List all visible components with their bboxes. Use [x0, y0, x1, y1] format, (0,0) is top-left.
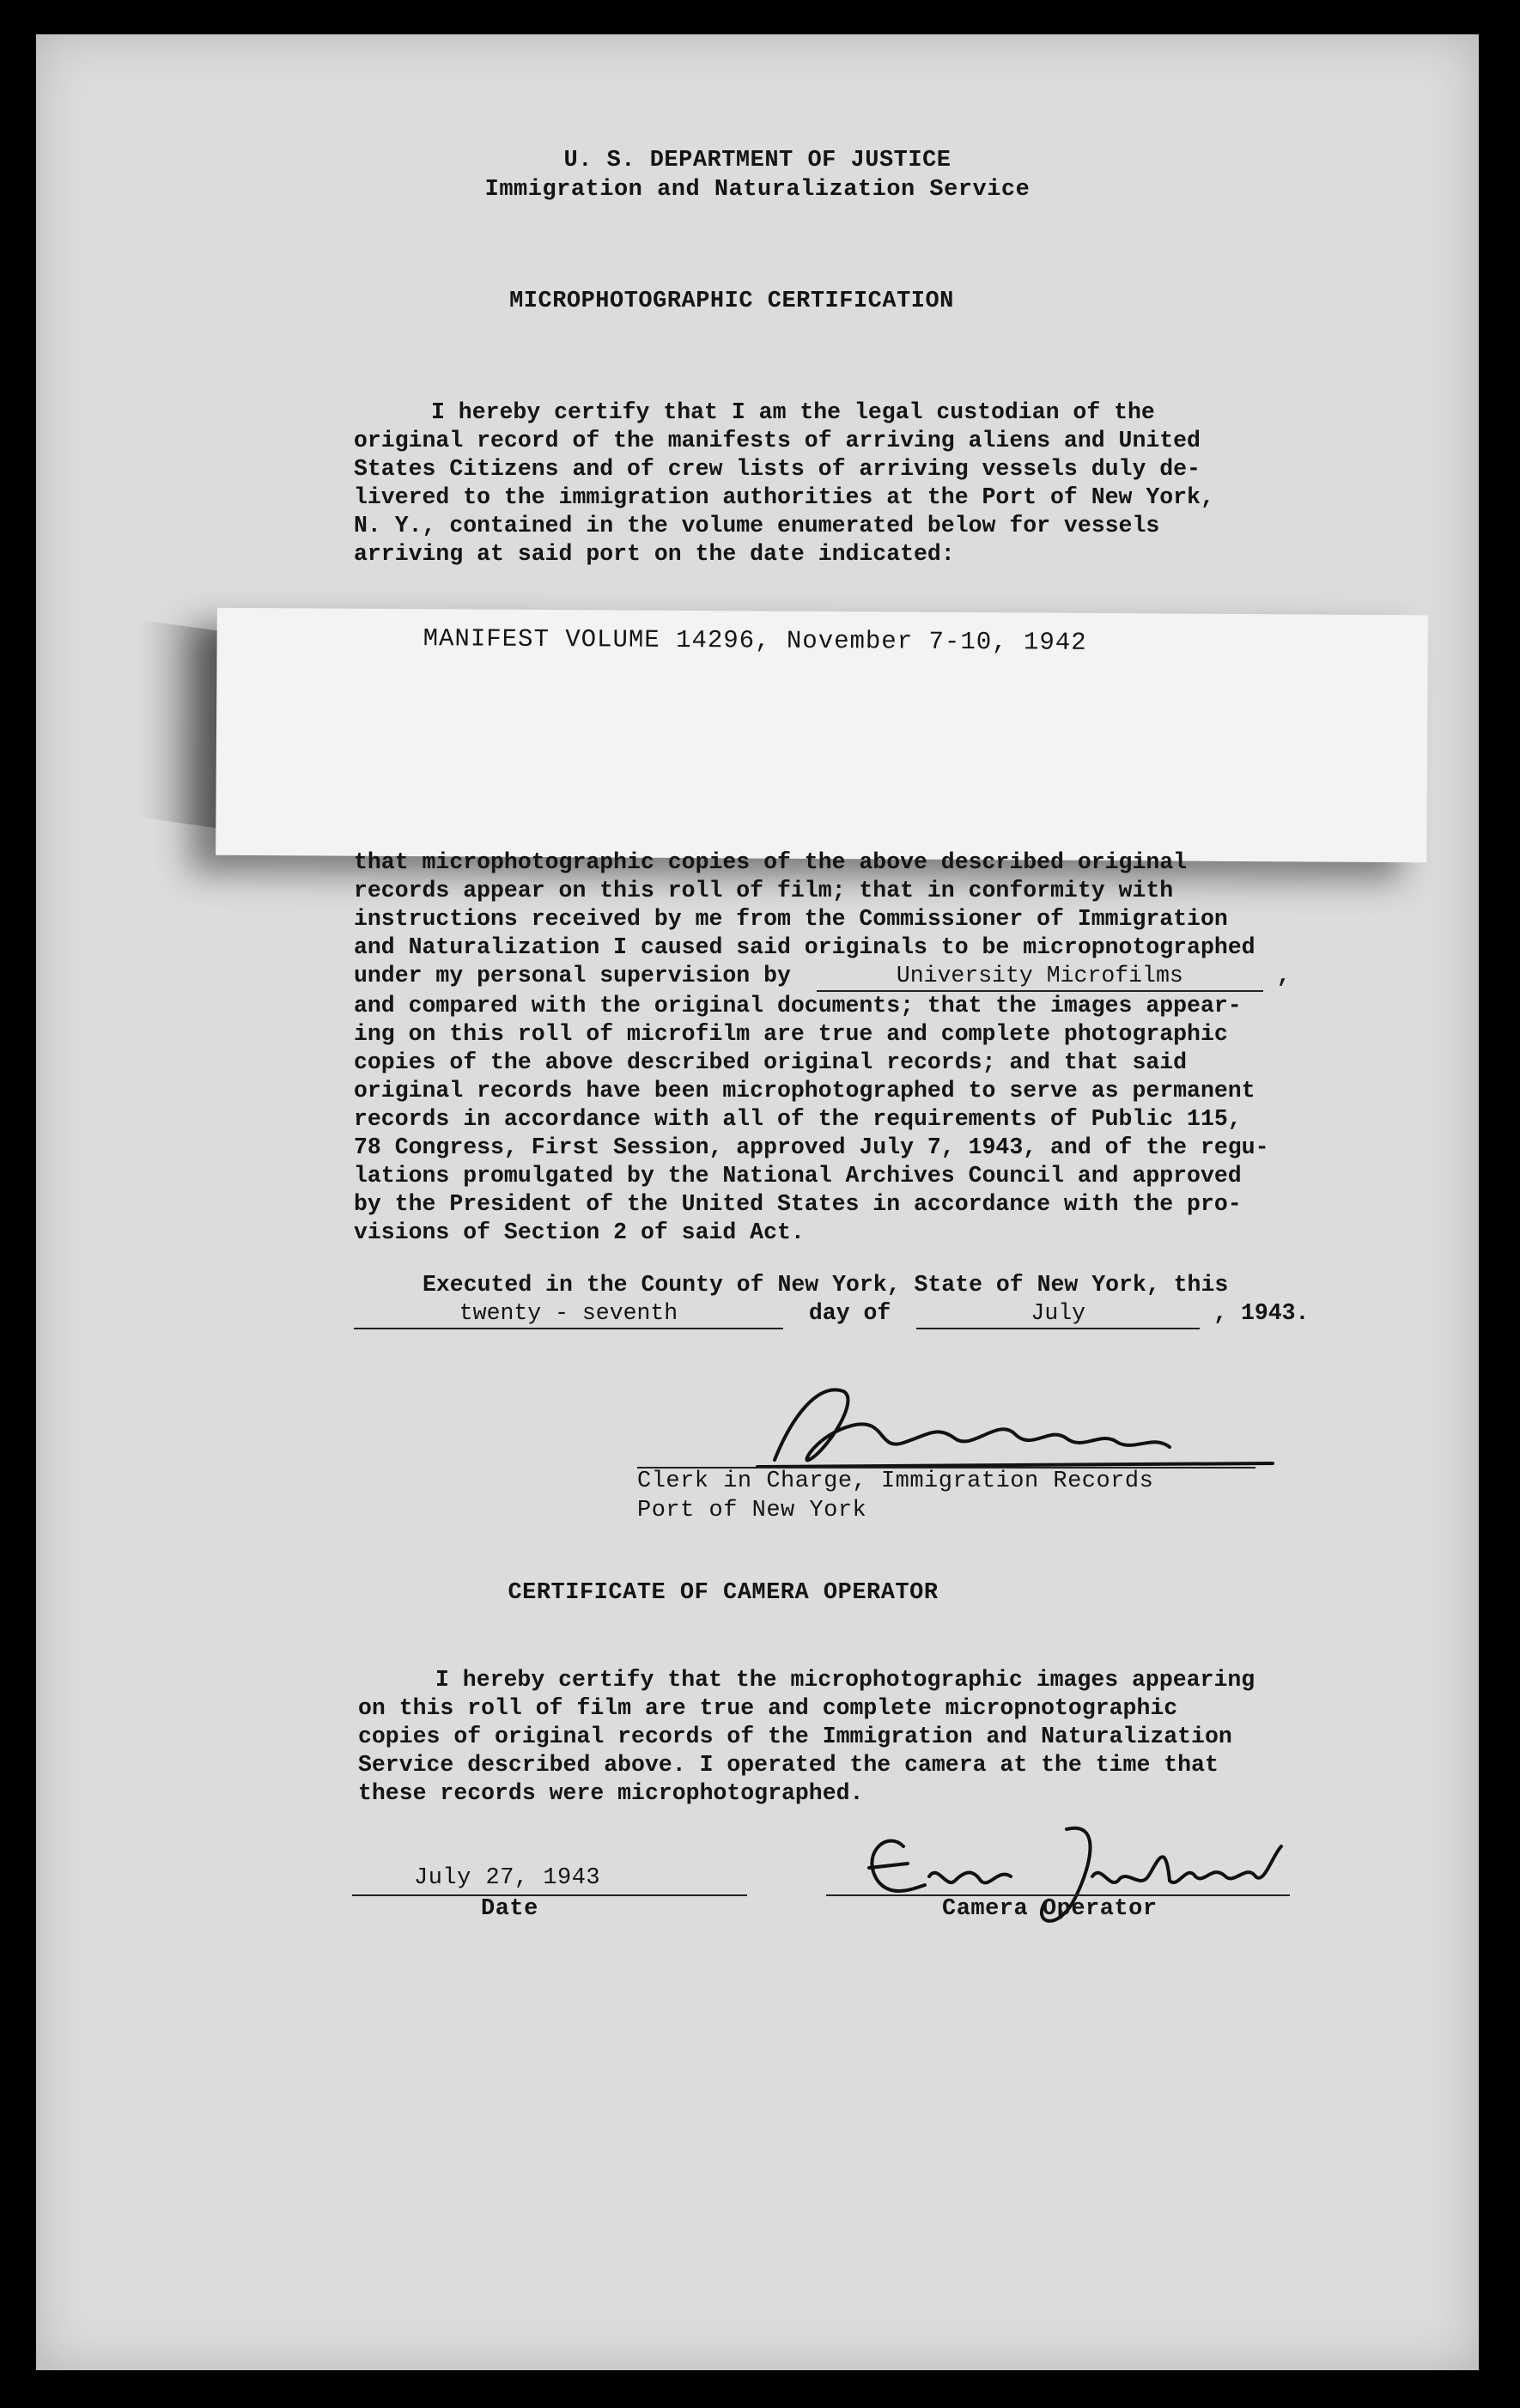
body-line: instructions received by me from the Commissioner of Immigration	[354, 906, 1228, 932]
execution-day: twenty - seventh	[354, 1299, 783, 1329]
body-line: and compared with the original documents; that the images appear-	[354, 993, 1242, 1019]
operator-label: Camera Operator	[942, 1896, 1158, 1922]
camera-line: on this roll of film are true and complete micropnotographic	[358, 1695, 1178, 1721]
intro-paragraph	[354, 398, 1298, 569]
intro-line: N. Y., contained in the volume enumerated below for vessels	[354, 513, 1160, 538]
executed-paragraph	[354, 1271, 1310, 1329]
intro-line: original record of the manifests of arriving aliens and United	[354, 428, 1201, 453]
date-label: Date	[481, 1896, 538, 1922]
execution-year: , 1943.	[1213, 1300, 1310, 1326]
camera-paragraph	[358, 1666, 1303, 1808]
body-line: records appear on this roll of film; that in conformity with	[354, 878, 1174, 903]
body-line: lations promulgated by the National Archives Council and approved	[354, 1163, 1242, 1189]
camera-date-value: July 27, 1943	[414, 1865, 601, 1891]
body-line: copies of the above described original records; and that said	[354, 1049, 1188, 1075]
body-line: visions of Section 2 of said Act.	[354, 1219, 805, 1245]
date-line	[354, 1299, 1310, 1329]
supervision-prefix: under my personal supervision by	[354, 963, 791, 988]
body-line: original records have been microphotographed to serve as permanent	[354, 1078, 1256, 1104]
body-paragraph	[354, 848, 1298, 1247]
service-heading: Immigration and Naturalization Service	[484, 177, 1031, 203]
camera-certificate-title: CERTIFICATE OF CAMERA OPERATOR	[508, 1580, 939, 1606]
body-line: ing on this roll of microfilm are true and complete photographic	[354, 1021, 1228, 1047]
body-line: 78 Congress, First Session, approved July 7, 1943, and of the regu-	[354, 1134, 1269, 1160]
microfilm-firm: University Microfilms	[817, 962, 1263, 992]
intro-line: arriving at said port on the date indicated:	[354, 541, 955, 567]
clerk-title: Clerk in Charge, Immigration Records	[637, 1469, 1154, 1494]
intro-line: I hereby certify that I am the legal custodian of the	[431, 399, 1155, 425]
day-of-label: day of	[808, 1300, 891, 1326]
document-title: MICROPHOTOGRAPHIC CERTIFICATION	[509, 289, 954, 314]
date-line	[352, 1894, 747, 1896]
executed-line: Executed in the County of New York, State of New York, this	[423, 1272, 1229, 1298]
department-heading: U. S. DEPARTMENT OF JUSTICE	[563, 148, 952, 173]
camera-line: Service described above. I operated the camera at the time that	[358, 1752, 1219, 1778]
execution-month: July	[916, 1299, 1200, 1329]
supervision-line: under my personal supervision by University Microfilms ,	[354, 962, 1298, 992]
camera-operator-signature	[843, 1795, 1324, 1949]
body-line: by the President of the United States in accordance with the pro-	[354, 1191, 1242, 1217]
intro-line: States Citizens and of crew lists of arriving vessels duly de-	[354, 456, 1201, 482]
body-line: that microphotographic copies of the above described original	[354, 849, 1188, 875]
camera-line: copies of original records of the Immigration and Naturalization	[358, 1724, 1232, 1749]
camera-line: these records were microphotographed.	[358, 1780, 864, 1806]
intro-line: livered to the immigration authorities at the Port of New York,	[354, 484, 1214, 510]
body-line: and Naturalization I caused said originals to be micropnotographed	[354, 934, 1256, 960]
document-page	[36, 34, 1479, 2370]
clerk-location: Port of New York	[637, 1498, 867, 1523]
manifest-insert-slip	[216, 608, 1428, 863]
camera-line: I hereby certify that the microphotographic images appearing	[435, 1667, 1256, 1693]
manifest-volume: MANIFEST VOLUME 14296, November 7-10, 1942	[423, 624, 1087, 657]
body-line: records in accordance with all of the requirements of Public 115,	[354, 1106, 1242, 1132]
